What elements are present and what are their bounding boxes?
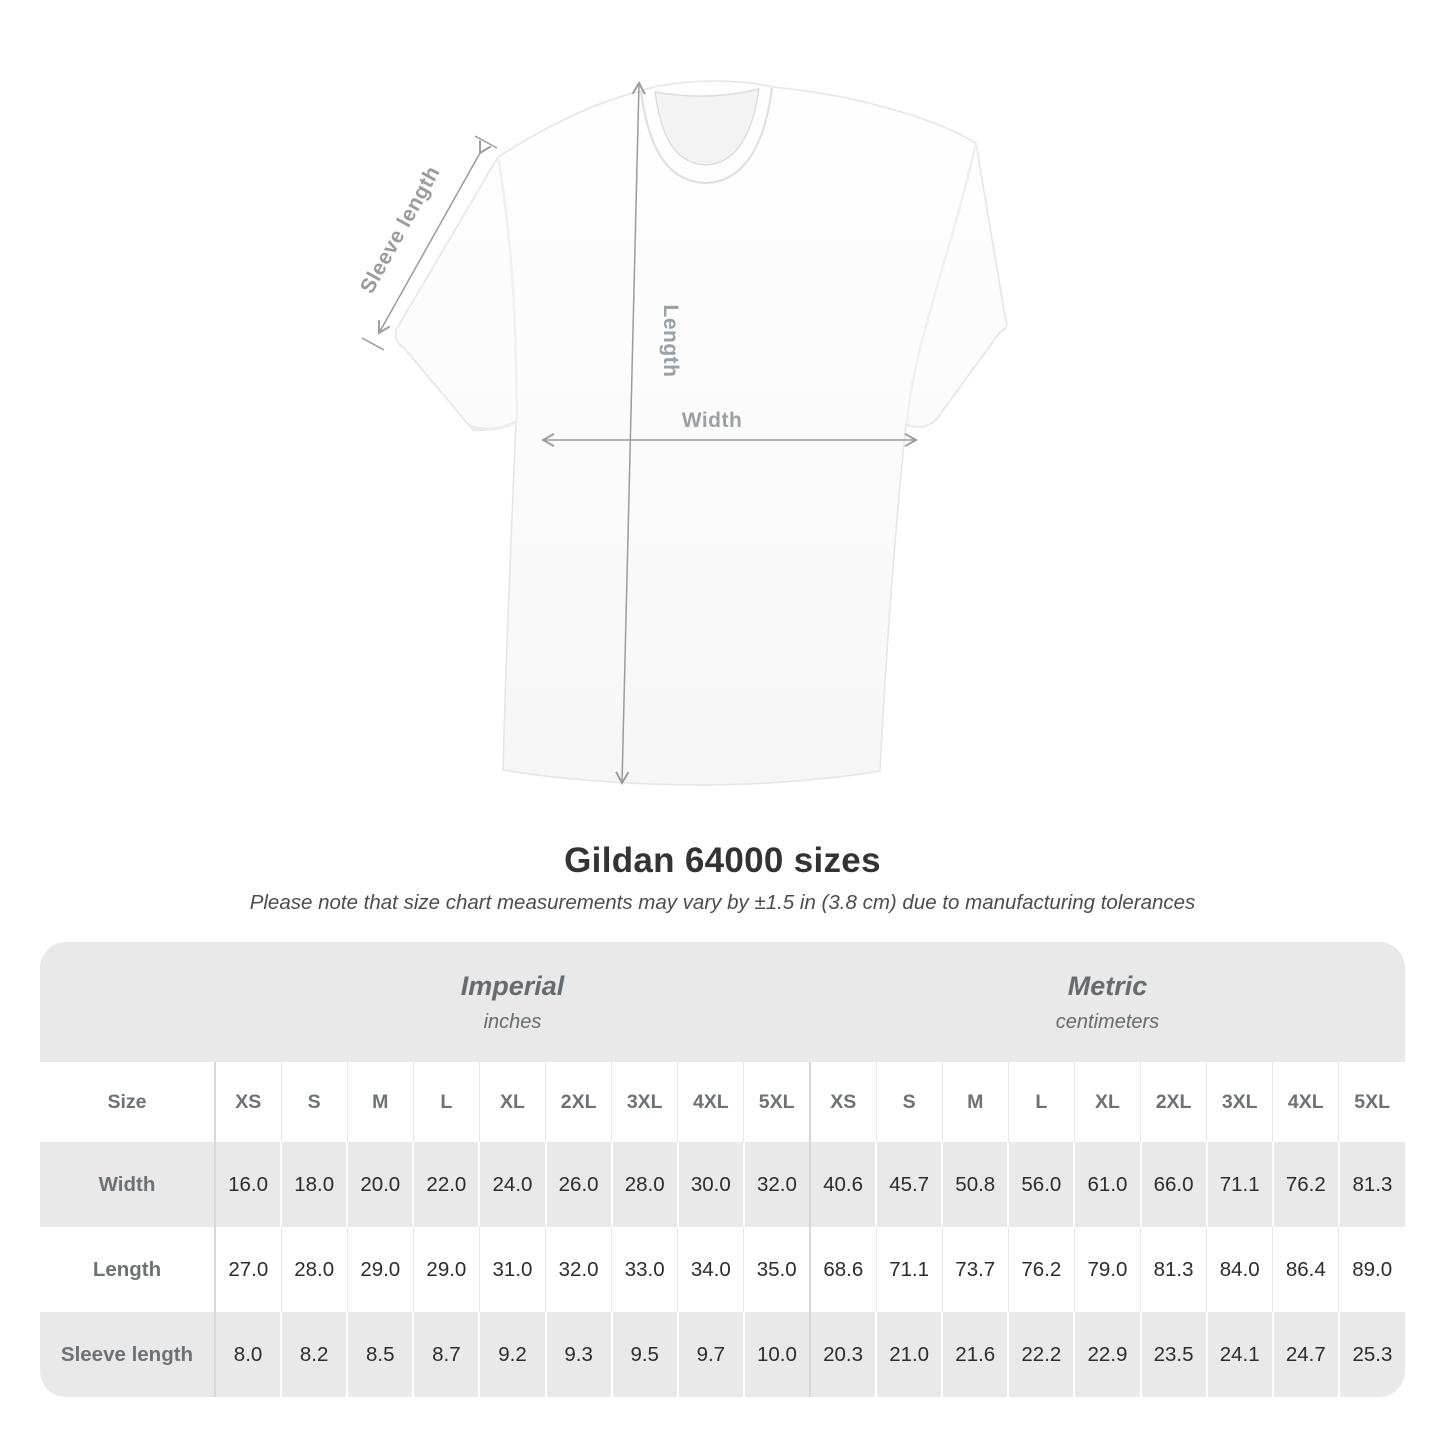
size-header-metric-5xl: 5XL <box>1339 1062 1405 1142</box>
value-cell: 9.3 <box>546 1312 612 1397</box>
sleeve-length-end-tick-bottom <box>362 338 384 350</box>
value-cell: 71.1 <box>1207 1142 1273 1227</box>
imperial-unit-label: inches <box>483 1010 542 1033</box>
size-header-imperial-5xl: 5XL <box>744 1062 810 1142</box>
imperial-group-header <box>215 942 810 1062</box>
length-label: Length <box>659 304 682 378</box>
value-cell: 18.0 <box>281 1142 347 1227</box>
value-cell: 23.5 <box>1141 1312 1207 1397</box>
value-cell: 20.0 <box>347 1142 413 1227</box>
size-header-imperial-l: L <box>413 1062 479 1142</box>
value-cell: 76.2 <box>1008 1227 1074 1312</box>
size-header-imperial-m: M <box>347 1062 413 1142</box>
value-cell: 45.7 <box>876 1142 942 1227</box>
value-cell: 24.0 <box>479 1142 545 1227</box>
value-cell: 24.1 <box>1207 1312 1273 1397</box>
metric-label: Metric <box>1067 970 1148 1001</box>
value-cell: 89.0 <box>1339 1227 1405 1312</box>
value-cell: 8.0 <box>215 1312 281 1397</box>
imperial-label: Imperial <box>460 970 565 1001</box>
size-header-imperial-3xl: 3XL <box>612 1062 678 1142</box>
value-cell: 56.0 <box>1008 1142 1074 1227</box>
value-cell: 33.0 <box>612 1227 678 1312</box>
page-title: Gildan 64000 sizes <box>564 841 881 880</box>
value-cell: 71.1 <box>876 1227 942 1312</box>
tshirt-image <box>396 81 1007 785</box>
value-cell: 31.0 <box>479 1227 545 1312</box>
size-header-metric-m: M <box>942 1062 1008 1142</box>
value-cell: 29.0 <box>413 1227 479 1312</box>
value-cell: 50.8 <box>942 1142 1008 1227</box>
size-header-metric-xs: XS <box>810 1062 876 1142</box>
group-row-corner <box>40 942 215 1062</box>
size-header-imperial-2xl: 2XL <box>546 1062 612 1142</box>
sleeve-length-label: Sleeve length <box>355 162 445 298</box>
width-row <box>40 1142 1405 1227</box>
sleeve-length-row <box>40 1312 1405 1397</box>
size-table <box>40 942 1405 1397</box>
value-cell: 8.2 <box>281 1312 347 1397</box>
value-cell: 76.2 <box>1273 1142 1339 1227</box>
value-cell: 8.5 <box>347 1312 413 1397</box>
value-cell: 32.0 <box>546 1227 612 1312</box>
length-row <box>40 1227 1405 1312</box>
value-cell: 8.7 <box>413 1312 479 1397</box>
value-cell: 84.0 <box>1207 1227 1273 1312</box>
value-cell: 34.0 <box>678 1227 744 1312</box>
value-cell: 28.0 <box>281 1227 347 1312</box>
metric-unit-label: centimeters <box>1055 1010 1160 1033</box>
value-cell: 9.5 <box>612 1312 678 1397</box>
value-cell: 27.0 <box>215 1227 281 1312</box>
value-cell: 32.0 <box>744 1142 810 1227</box>
row-label-sleeve-length: Sleeve length <box>60 1342 194 1366</box>
value-cell: 35.0 <box>744 1227 810 1312</box>
size-column-header: Size <box>107 1090 147 1113</box>
value-cell: 20.3 <box>810 1312 876 1397</box>
row-label-width: Width <box>98 1172 156 1196</box>
value-cell: 25.3 <box>1339 1312 1405 1397</box>
value-cell: 16.0 <box>215 1142 281 1227</box>
tolerance-note: Please note that size chart measurements may vary by ±1.5 in (3.8 cm) due to manufacturing tolerances <box>249 891 1196 914</box>
value-cell: 22.2 <box>1008 1312 1074 1397</box>
size-header-metric-3xl: 3XL <box>1207 1062 1273 1142</box>
size-header-imperial-xl: XL <box>479 1062 545 1142</box>
value-cell: 9.2 <box>479 1312 545 1397</box>
unit-group-row <box>40 942 1405 1062</box>
size-header-metric-l: L <box>1008 1062 1074 1142</box>
value-cell: 30.0 <box>678 1142 744 1227</box>
value-cell: 40.6 <box>810 1142 876 1227</box>
value-cell: 22.0 <box>413 1142 479 1227</box>
value-cell: 9.7 <box>678 1312 744 1397</box>
value-cell: 73.7 <box>942 1227 1008 1312</box>
row-label-length: Length <box>92 1257 162 1281</box>
value-cell: 22.9 <box>1074 1312 1140 1397</box>
size-header-row <box>40 1062 1405 1142</box>
value-cell: 66.0 <box>1141 1142 1207 1227</box>
size-header-metric-4xl: 4XL <box>1273 1062 1339 1142</box>
metric-group-header <box>810 942 1405 1062</box>
width-label: Width <box>681 409 743 432</box>
size-header-imperial-s: S <box>281 1062 347 1142</box>
tshirt-body <box>396 81 1007 785</box>
value-cell: 21.6 <box>942 1312 1008 1397</box>
size-header-metric-s: S <box>876 1062 942 1142</box>
value-cell: 81.3 <box>1141 1227 1207 1312</box>
value-cell: 79.0 <box>1074 1227 1140 1312</box>
size-header-metric-xl: XL <box>1074 1062 1140 1142</box>
value-cell: 86.4 <box>1273 1227 1339 1312</box>
value-cell: 10.0 <box>744 1312 810 1397</box>
value-cell: 29.0 <box>347 1227 413 1312</box>
value-cell: 68.6 <box>810 1227 876 1312</box>
size-header-imperial-xs: XS <box>215 1062 281 1142</box>
value-cell: 24.7 <box>1273 1312 1339 1397</box>
sleeve-length-end-tick-top <box>475 136 497 148</box>
value-cell: 28.0 <box>612 1142 678 1227</box>
value-cell: 21.0 <box>876 1312 942 1397</box>
size-header-imperial-4xl: 4XL <box>678 1062 744 1142</box>
size-header-metric-2xl: 2XL <box>1141 1062 1207 1142</box>
value-cell: 26.0 <box>546 1142 612 1227</box>
value-cell: 81.3 <box>1339 1142 1405 1227</box>
value-cell: 61.0 <box>1074 1142 1140 1227</box>
